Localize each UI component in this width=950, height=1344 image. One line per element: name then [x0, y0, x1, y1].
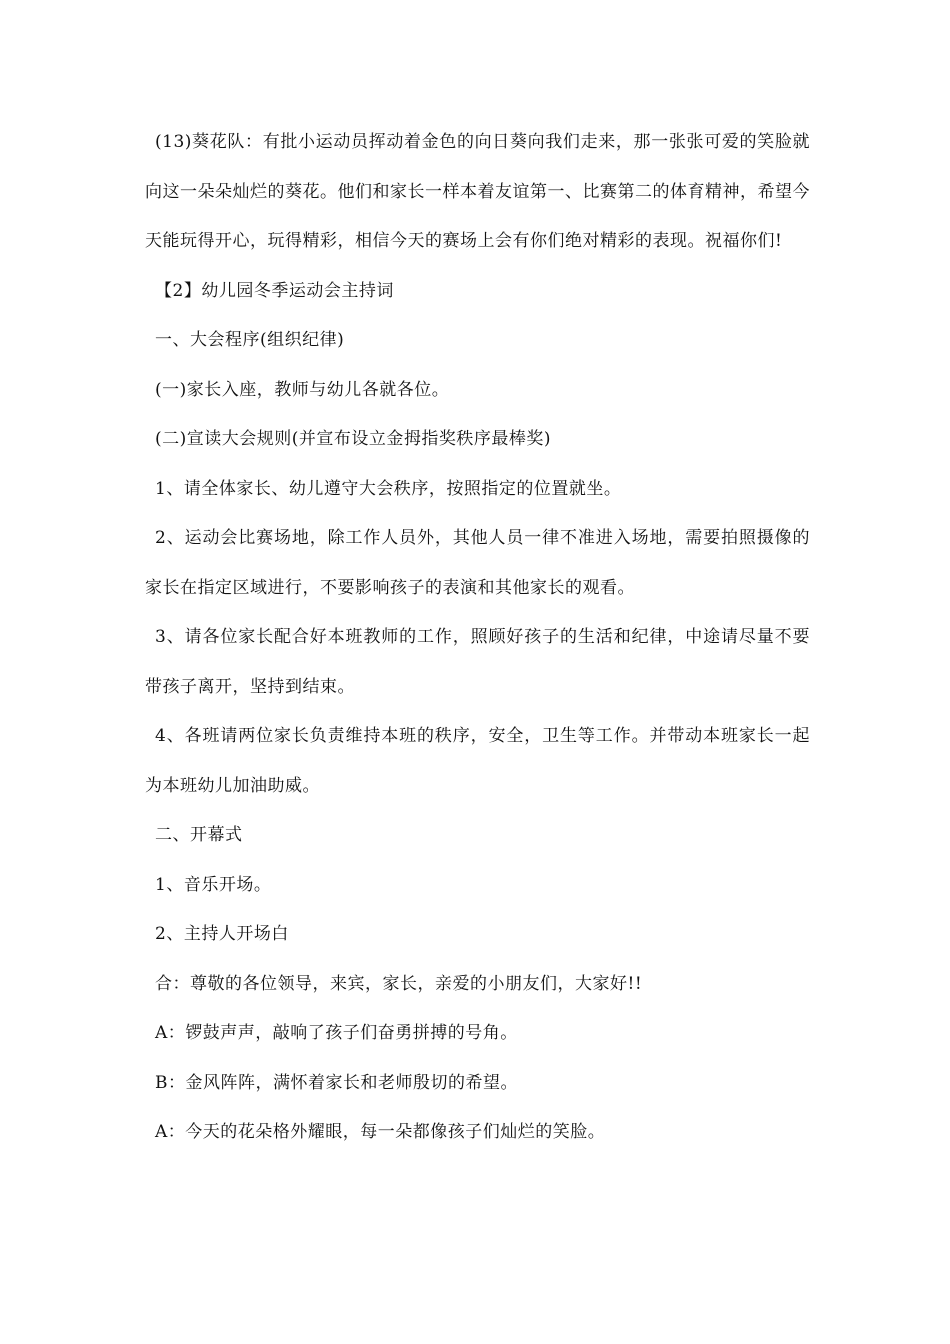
paragraph-sunflower-team: (13)葵花队：有批小运动员挥动着金色的向日葵向我们走来，那一张张可爱的笑脸就向这一朵朵灿烂的葵花。他们和家长一样本着友谊第一、比赛第二的体育精神，希望今天能玩得开心，玩得精彩，相信今天的赛场上会有你们绝对精彩的表现。祝福你们! [145, 132, 810, 251]
dialogue-line: 合：尊敬的各位领导，来宾，家长，亲爱的小朋友们，大家好!! [155, 973, 643, 994]
paragraph-item: 1、请全体家长、幼儿遵守大会秩序，按照指定的位置就坐。 [155, 478, 622, 499]
dialogue-line: B：金风阵阵，满怀着家长和老师殷切的希望。 [155, 1072, 518, 1093]
paragraph-item: 4、各班请两位家长负责维持本班的秩序，安全，卫生等工作。并带动本班家长一起为本班幼儿加油助威。 [145, 726, 810, 796]
paragraph-item: (二)宣读大会规则(并宣布设立金拇指奖秩序最棒奖) [155, 429, 552, 449]
section-heading-host-script: 【2】幼儿园冬季运动会主持词 [155, 280, 394, 301]
dialogue-line: A：今天的花朵格外耀眼，每一朵都像孩子们灿烂的笑脸。 [155, 1122, 606, 1142]
paragraph-item: 3、请各位家长配合好本班教师的工作，照顾好孩子的生活和纪律，中途请尽量不要带孩子离开，坚持到结束。 [145, 627, 810, 697]
document-body [145, 118, 810, 1158]
heading-meeting-procedure: 一、大会程序(组织纪律) [155, 330, 345, 350]
heading-opening-ceremony: 二、开幕式 [155, 825, 243, 845]
paragraph-item: 2、运动会比赛场地，除工作人员外，其他人员一律不准进入场地，需要拍照摄像的家长在指定区域进行，不要影响孩子的表演和其他家长的观看。 [145, 528, 810, 598]
paragraph-item: (一)家长入座，教师与幼儿各就各位。 [155, 379, 450, 400]
paragraph-item: 1、音乐开场。 [155, 874, 272, 895]
dialogue-line: A：锣鼓声声，敲响了孩子们奋勇拼搏的号角。 [155, 1023, 518, 1043]
paragraph-item: 2、主持人开场白 [155, 924, 289, 944]
